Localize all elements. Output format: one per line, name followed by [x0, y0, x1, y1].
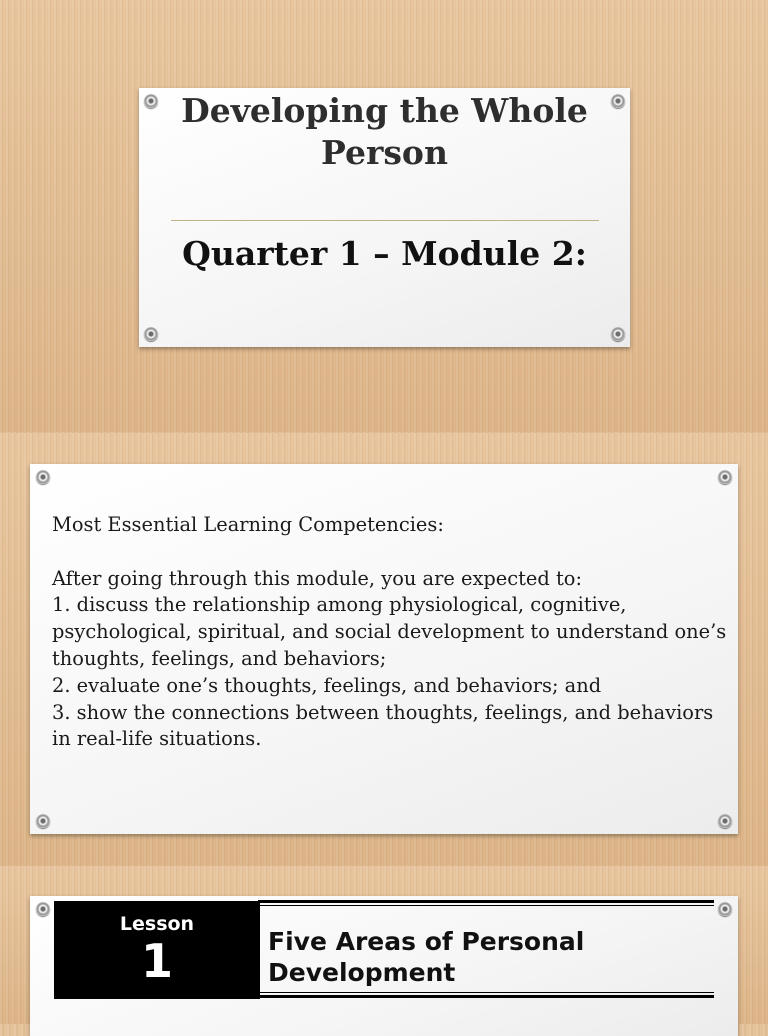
lesson-divider: [258, 901, 260, 997]
slide-lesson: [0, 866, 768, 1024]
pushpin-icon: [718, 470, 732, 484]
lesson-label: Lesson: [119, 913, 195, 935]
competencies-intro: After going through this module, you are expected to:: [52, 566, 582, 590]
pushpin-icon: [36, 814, 50, 828]
divider: [171, 220, 599, 221]
lesson-top-rule: [258, 900, 714, 903]
lesson-title: Five Areas of Personal Development: [268, 927, 585, 987]
pushpin-icon: [144, 327, 158, 341]
title-card: [139, 88, 630, 347]
competency-item: 1. discuss the relationship among physiological, cognitive, psychological, spiritual, and social development to understand one’s thoughts, feelings, and behaviors;: [52, 593, 727, 670]
competencies-heading: Most Essential Learning Competencies:: [52, 513, 444, 536]
lesson-bottom-rule: [258, 995, 714, 998]
presentation-title: Developing the Whole Person: [181, 91, 588, 172]
pushpin-icon: [611, 327, 625, 341]
pushpin-icon: [36, 902, 50, 916]
module-subtitle: Quarter 1 – Module 2:: [182, 234, 587, 273]
pushpin-icon: [144, 94, 158, 108]
lesson-badge: [54, 901, 260, 999]
pushpin-icon: [611, 94, 625, 108]
slide-title: [0, 0, 768, 432]
lesson-card: [30, 896, 738, 1036]
lesson-top-rule-thin: [258, 905, 714, 906]
competency-item: 3. show the connections between thoughts, feelings, and behaviors in real-life situations.: [52, 700, 714, 751]
competencies-card: [30, 464, 738, 834]
pushpin-icon: [718, 902, 732, 916]
slide-competencies: [0, 433, 768, 865]
lesson-number: 1: [140, 934, 173, 988]
competencies-text: [52, 512, 732, 753]
pushpin-icon: [718, 814, 732, 828]
lesson-bottom-rule-thin: [258, 992, 714, 993]
pushpin-icon: [36, 470, 50, 484]
competency-item: 2. evaluate one’s thoughts, feelings, and behaviors; and: [52, 673, 602, 697]
